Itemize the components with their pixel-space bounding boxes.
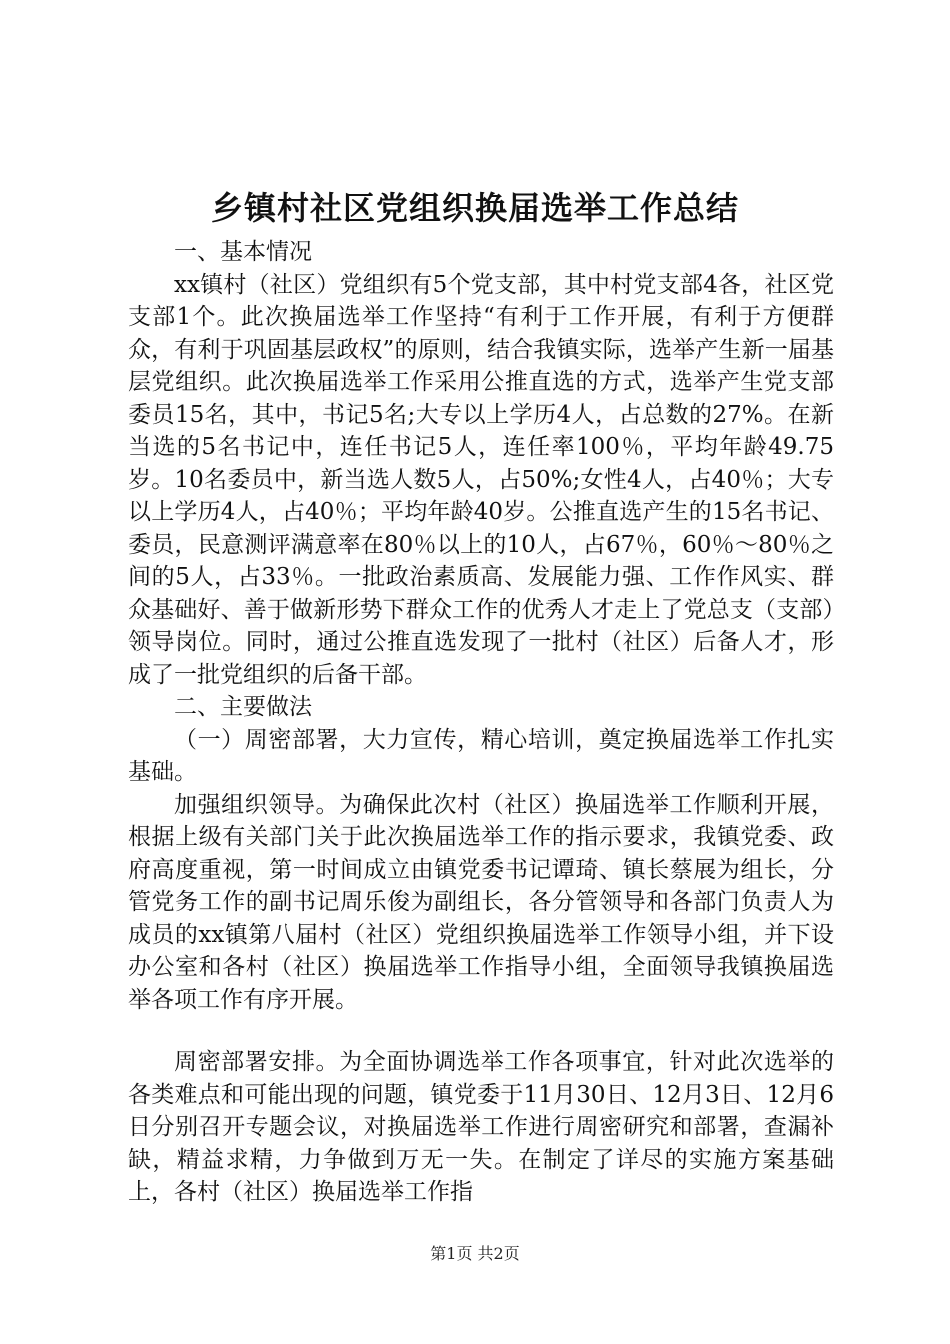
paragraph-organization-leadership: 加强组织领导。为确保此次村（社区）换届选举工作顺利开展，根据上级有关部门关于此次换届选举工作的指示要求，我镇党委、政府高度重视，第一时间成立由镇党委书记谭琦、镇长蔡展为组长，分管党务工作的副书记周乐俊为副组长，各分管领导和各部门负责人为成员的xx镇第八届村（社区）党组织换届选举工作领导小组，并下设办公室和各村（社区）换届选举工作指导小组，全面领导我镇换届选举各项工作有序开展。 <box>128 791 834 1013</box>
page-number-footer: 第1页 共2页 <box>430 1244 520 1263</box>
paragraph-basic-situation: xx镇村（社区）党组织有5个党支部，其中村党支部4各，社区党支部1个。此次换届选举工作坚持“有利于工作开展，有利于方便群众，有利于巩固基层政权”的原则，结合我镇实际，选举产生新一届基层党组织。此次换届选举工作采用公推直选的方式，选举产生党支部委员15名，其中，书记5名;大专以上学历4人，占总数的27%。在新当选的5名书记中，连任书记5人，连任率100％，平均年龄49.75岁。10名委员中，新当选人数5人，占50%;女性4人，占40％；大专以上学历4人，占40％；平均年龄40岁。公推直选产生的15名书记、委员，民意测评满意率在80％以上的10人，占67％，60％～80％之间的5人，占33％。一批政治素质高、发展能力强、工作作风实、群众基础好、善于做新形势下群众工作的优秀人才走上了党总支（支部）领导岗位。同时，通过公推直选发现了一批村（社区）后备人才，形成了一批党组织的后备干部。 <box>128 271 834 688</box>
section-heading-basic-situation: 一、基本情况 <box>174 239 312 265</box>
section-heading-main-practices: 二、主要做法 <box>174 694 312 720</box>
document-body <box>128 236 834 1209</box>
subsection-heading-deployment: （一）周密部署，大力宣传，精心培训，奠定换届选举工作扎实基础。 <box>128 726 834 785</box>
paragraph-spacer <box>128 1016 834 1046</box>
paragraph-deployment-arrangement: 周密部署安排。为全面协调选举工作各项事宜，针对此次选举的各类难点和可能出现的问题，镇党委于11月30日、12月3日、12月6日分别召开专题会议，对换届选举工作进行周密研究和部署，查漏补缺，精益求精，力争做到万无一失。在制定了详尽的实施方案基础上，各村（社区）换届选举工作指 <box>128 1049 834 1205</box>
document-title: 乡镇村社区党组织换届选举工作总结 <box>210 189 739 227</box>
